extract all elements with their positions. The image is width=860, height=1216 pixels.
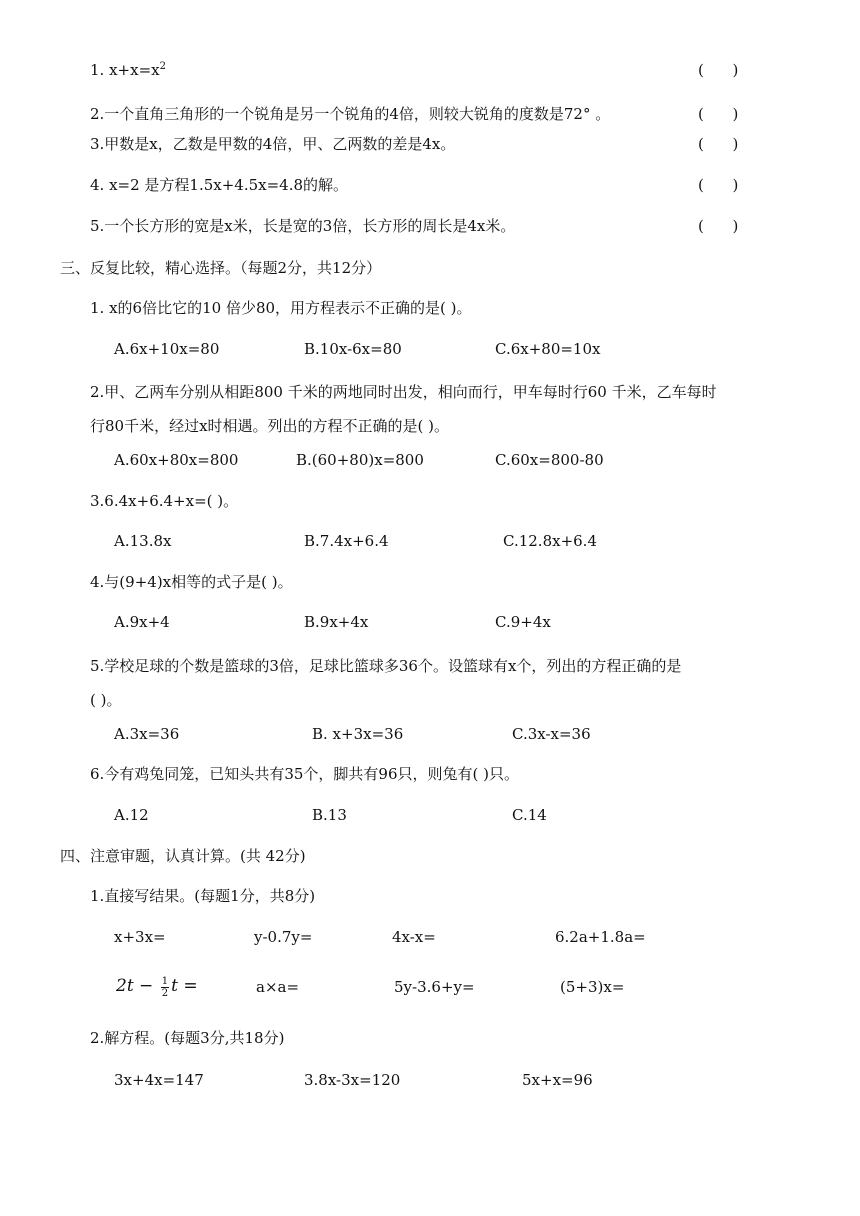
judge-item-2: 2.一个直角三角形的一个锐角是另一个锐角的4倍，则较大锐角的度数是72° 。 bbox=[90, 105, 611, 123]
choice-q2-option-b[interactable]: B.(60+80)x=800 bbox=[296, 451, 424, 469]
choice-q3-stem: 3.6.4x+6.4+x=( )。 bbox=[90, 492, 239, 510]
judge-item-1-text: 1. x+x=x bbox=[90, 61, 160, 79]
choice-q2-stem-line2: 行80千米，经过x时相遇。列出的方程不正确的是( )。 bbox=[90, 417, 450, 435]
choice-q5-stem: 5.学校足球的个数是篮球的3倍，足球比篮球多36个。设篮球有x个，列出的方程正确的是 bbox=[90, 657, 682, 675]
choice-q4-option-b[interactable]: B.9x+4x bbox=[304, 613, 369, 631]
judge-item-1 bbox=[90, 60, 166, 80]
choice-q6-stem: 6.今有鸡兔同笼，已知头共有35个，脚共有96只，则兔有( )只。 bbox=[90, 765, 519, 783]
judge-answer-1[interactable]: ( ) bbox=[698, 61, 739, 79]
equation-2: 3.8x-3x=120 bbox=[304, 1071, 401, 1089]
judge-item-3: 3.甲数是x，乙数是甲数的4倍，甲、乙两数的差是4x。 bbox=[90, 135, 456, 153]
calc-1-5-fraction-expr bbox=[116, 972, 198, 1000]
section-3-heading: 三、反复比较，精心选择。（每题2分，共12分） bbox=[60, 259, 382, 277]
choice-q5-stem-line2: ( )。 bbox=[90, 691, 122, 709]
section-4-heading: 四、注意审题，认真计算。(共 42分) bbox=[60, 847, 306, 865]
judge-answer-5[interactable]: ( ) bbox=[698, 217, 739, 235]
choice-q4-stem: 4.与(9+4)x相等的式子是( )。 bbox=[90, 573, 293, 591]
judge-item-5: 5.一个长方形的宽是x米，长是宽的3倍，长方形的周长是4x米。 bbox=[90, 217, 516, 235]
choice-q1-option-b[interactable]: B.10x-6x=80 bbox=[304, 340, 402, 358]
expr-part-a: 2t − bbox=[116, 976, 159, 996]
choice-q3-option-b[interactable]: B.7.4x+6.4 bbox=[304, 532, 389, 550]
judge-item-4: 4. x=2 是方程1.5x+4.5x=4.8的解。 bbox=[90, 176, 349, 194]
calc-1-8: (5+3)x= bbox=[560, 978, 625, 996]
choice-q3-option-c[interactable]: C.12.8x+6.4 bbox=[503, 532, 597, 550]
calc-1-6: a×a= bbox=[256, 978, 300, 996]
choice-q2-option-a[interactable]: A.60x+80x=800 bbox=[114, 451, 239, 469]
calc-1-3: 4x-x= bbox=[392, 928, 436, 946]
choice-q1-option-a[interactable]: A.6x+10x=80 bbox=[114, 340, 220, 358]
choice-q3-option-a[interactable]: A.13.8x bbox=[114, 532, 172, 550]
choice-q6-option-a[interactable]: A.12 bbox=[114, 806, 149, 824]
choice-q2-option-c[interactable]: C.60x=800-80 bbox=[495, 451, 604, 469]
equation-1: 3x+4x=147 bbox=[114, 1071, 204, 1089]
choice-q4-option-c[interactable]: C.9+4x bbox=[495, 613, 551, 631]
choice-q1-stem: 1. x的6倍比它的10 倍少80，用方程表示不正确的是( )。 bbox=[90, 299, 472, 317]
calc-1-4: 6.2a+1.8a= bbox=[555, 928, 646, 946]
judge-answer-2[interactable]: ( ) bbox=[698, 105, 739, 123]
choice-q5-option-c[interactable]: C.3x-x=36 bbox=[512, 725, 591, 743]
fraction-denominator: 2 bbox=[161, 987, 169, 999]
choice-q5-option-b[interactable]: B. x+3x=36 bbox=[312, 725, 404, 743]
calc-1-2: y-0.7y= bbox=[254, 928, 313, 946]
half-fraction bbox=[161, 976, 169, 999]
choice-q6-option-c[interactable]: C.14 bbox=[512, 806, 547, 824]
choice-q5-option-a[interactable]: A.3x=36 bbox=[114, 725, 180, 743]
judge-answer-4[interactable]: ( ) bbox=[698, 176, 739, 194]
choice-q2-stem: 2.甲、乙两车分别从相距800 千米的两地同时出发，相向而行，甲车每时行60 千米，乙车每时 bbox=[90, 383, 717, 401]
judge-item-1-sup: 2 bbox=[159, 61, 166, 72]
choice-q4-option-a[interactable]: A.9x+4 bbox=[114, 613, 170, 631]
calc-part-1-title: 1.直接写结果。(每题1分，共8分) bbox=[90, 887, 316, 905]
judge-answer-3[interactable]: ( ) bbox=[698, 135, 739, 153]
choice-q1-option-c[interactable]: C.6x+80=10x bbox=[495, 340, 601, 358]
calc-1-1: x+3x= bbox=[114, 928, 166, 946]
calc-part-2-title: 2.解方程。(每题3分,共18分) bbox=[90, 1029, 285, 1047]
expr-part-b: t = bbox=[171, 976, 198, 996]
equation-3: 5x+x=96 bbox=[522, 1071, 593, 1089]
choice-q6-option-b[interactable]: B.13 bbox=[312, 806, 347, 824]
calc-1-7: 5y-3.6+y= bbox=[394, 978, 475, 996]
fraction-numerator: 1 bbox=[161, 975, 169, 987]
